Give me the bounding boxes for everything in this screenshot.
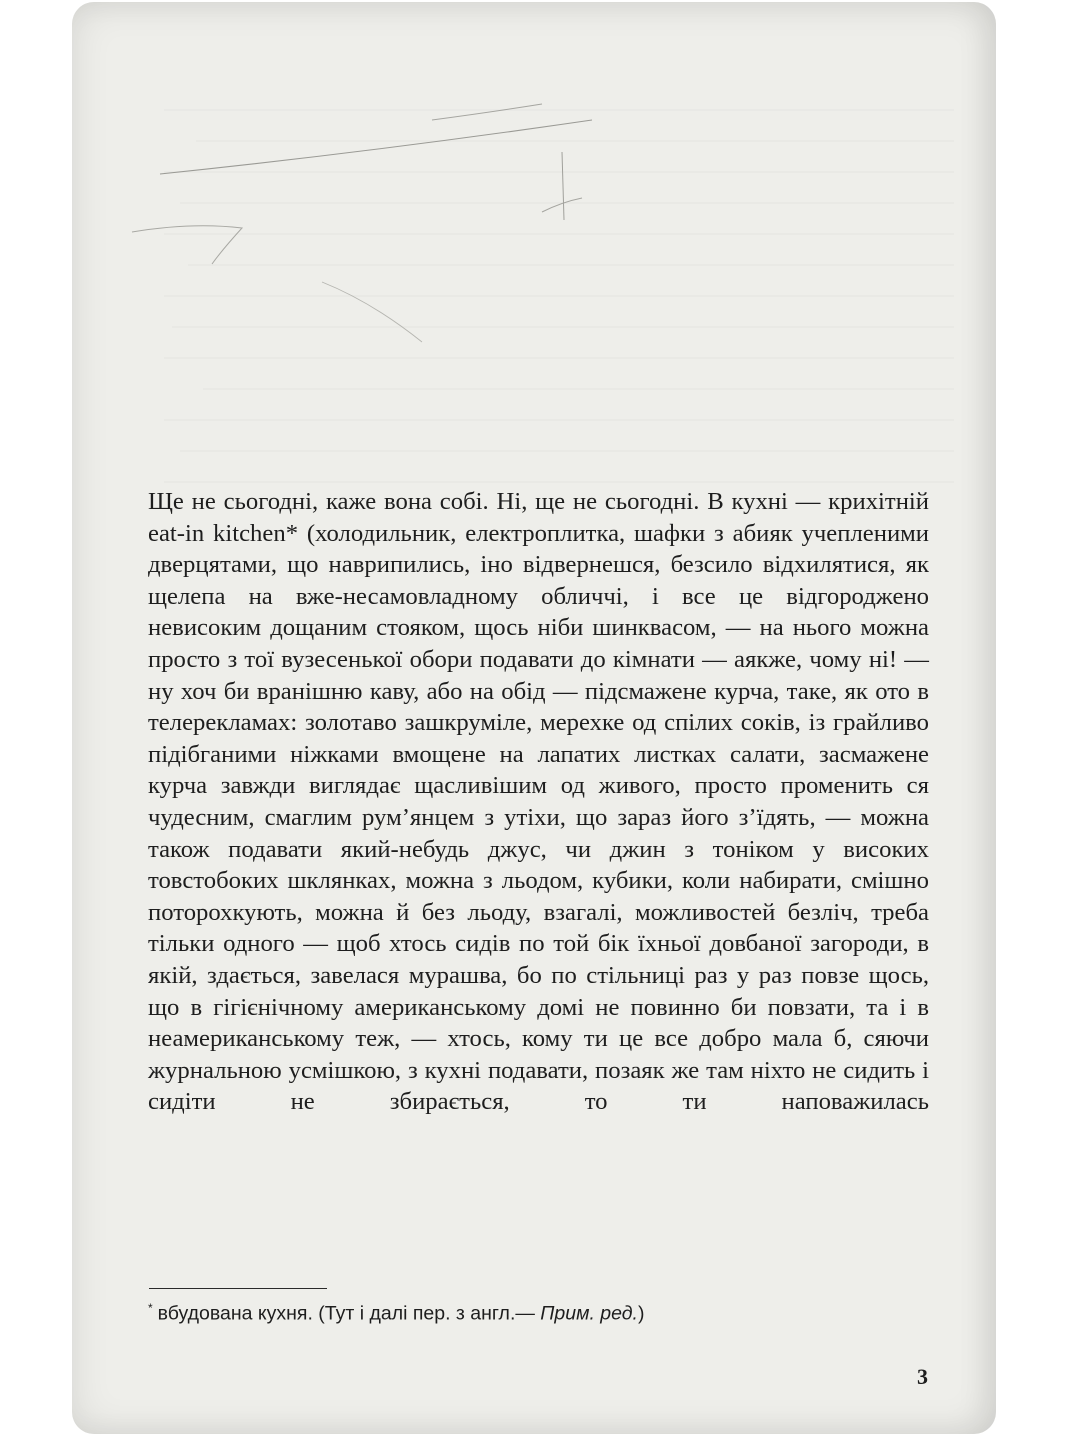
main-paragraph: Ще не сьогодні, каже вона собі. Ні, ще не сьогодні. В кухні — крихітній eat-in kitchen* (холодильник, електроплитка, шафки з абияк учепленими дверцятами, що наврипились, іно відвернешся, безсило відхилятися, як щелепа на вже-несамовладному обличчі, і все це відгороджено невисоким дощаним стояком, щось ніби шинквасом, — на нього можна просто з тої вузесенької обори подавати до кімнати — аякже, чому ні! — ну хоч би вранішню каву, або на обід — підсмажене курча, таке, як ото в телерекламах: золотаво зашкруміле, мерехке од спілих соків, із грайливо підібганими ніжками вмощене на лапатих листках салати, засмажене курча завжди виглядає щасливішим од живого, просто променить ся чудесним, смаглим рум’янцем з утіхи, що зараз його з’їдять, — можна також подавати який-небудь джус, чи джин з тоніком у високих товстобоких шклянках, можна з льодом, кубики, коли набирати, смішно поторохкують, можна й без льоду, взагалі, можливостей безліч, треба тільки одного — щоб хтось сидів по той бік їхньої довбаної загороди, в якій, здається, завелася мурашва, бо по стільниці раз у раз повзе щось, що в гігієнічному американському домі не повинно би повзати, та і в неамериканському теж, — хтось, кому ти це все добро мала б, сяючи журнальною усмішкою, з кухні подавати, позаяк же там ніхто не сидить і сидіти не збирається, то ти наповажилась [148,488,929,1116]
footnote-marker: * [148,1301,153,1315]
book-page [72,2,996,1434]
footnote-editor-note: Прим. ред. [540,1302,638,1325]
footnote-separator [149,1288,327,1289]
page-scratch-marks [72,2,996,502]
footnote [148,1295,644,1327]
footnote-closing: ) [637,1302,645,1325]
page-number: 3 [917,1364,928,1389]
footnote-text: вбудована кухня. (Тут і далі пер. з англ.— [157,1302,535,1325]
